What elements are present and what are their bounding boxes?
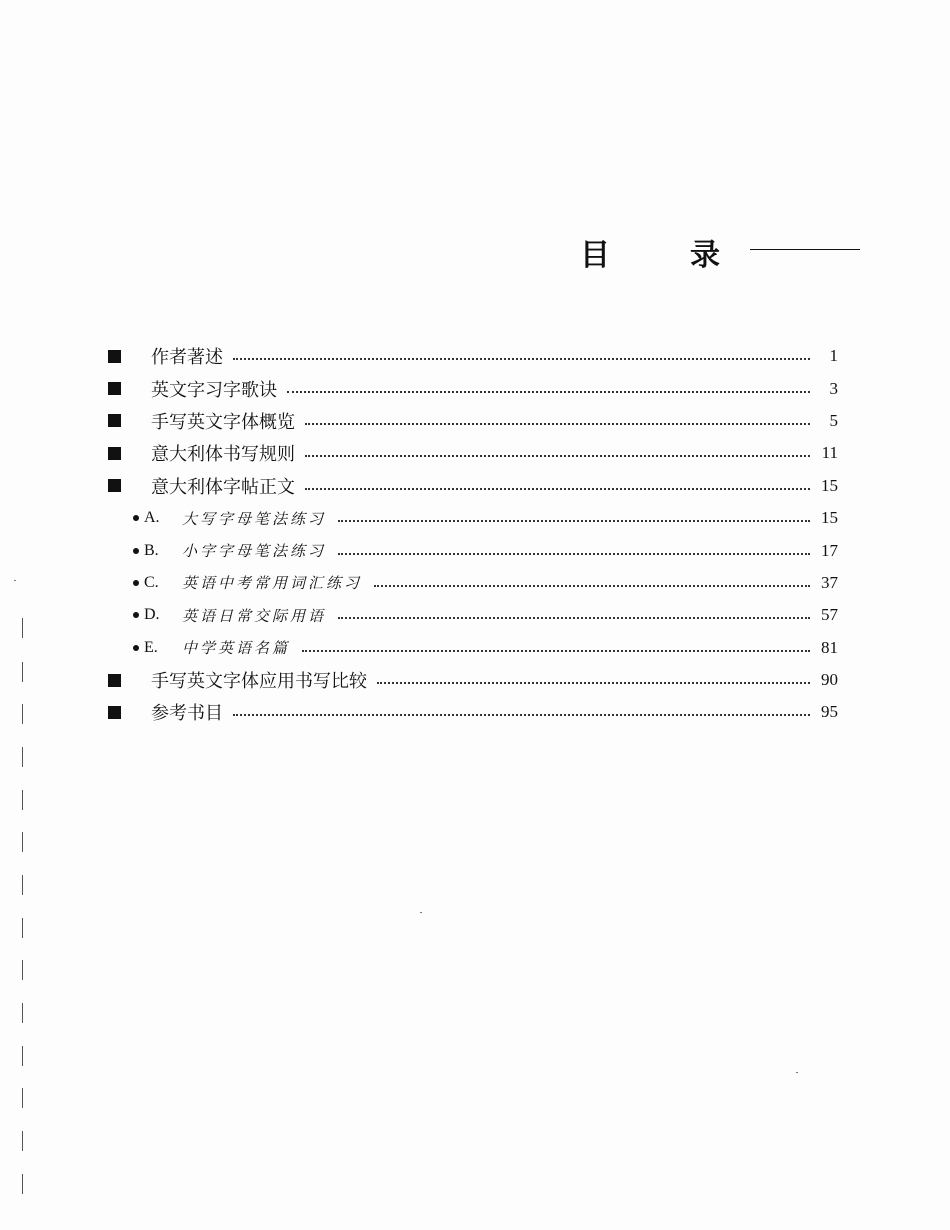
- scan-speck: [796, 1072, 798, 1073]
- dot-leader: [338, 617, 810, 619]
- toc-subentry-label: 英语日常交际用语: [182, 606, 327, 625]
- toc-subentry-page: 17: [821, 540, 838, 560]
- round-bullet-icon: [133, 645, 139, 651]
- dot-leader: [302, 650, 810, 652]
- toc-entry[interactable]: [108, 372, 838, 404]
- toc-subentry-label: 英语中考常用词汇练习: [182, 574, 363, 593]
- toc-entry-page: 95: [821, 702, 838, 722]
- toc-entry[interactable]: [108, 340, 838, 372]
- toc-entry-page: 11: [821, 443, 838, 463]
- dot-leader: [338, 553, 810, 555]
- toc-subentry-page: 37: [821, 572, 838, 592]
- toc-subentry-letter: E.: [144, 638, 158, 656]
- toc-entry-page: 3: [829, 378, 838, 398]
- toc-entry-page: 15: [821, 475, 838, 495]
- toc-entry-label: 英文字习字歌诀: [151, 379, 277, 401]
- dot-leader: [305, 488, 810, 490]
- title-rule: [750, 249, 860, 250]
- page-title: [570, 230, 870, 280]
- dot-leader: [233, 714, 810, 716]
- toc-subentry-letter: A.: [144, 509, 160, 527]
- toc-subentry-letter: C.: [144, 573, 159, 591]
- toc-subentry-label: 大写字母笔法练习: [182, 509, 327, 528]
- toc-entry[interactable]: [108, 405, 838, 437]
- square-bullet-icon: [108, 382, 121, 395]
- square-bullet-icon: [108, 447, 121, 460]
- title-char-2: 录: [690, 238, 720, 273]
- toc-entry-label: 意大利体字帖正文: [151, 476, 295, 498]
- square-bullet-icon: [108, 674, 121, 687]
- toc-subentry-letter: D.: [144, 606, 160, 624]
- toc-subentry-label: 中学英语名篇: [182, 639, 291, 658]
- round-bullet-icon: [133, 580, 139, 586]
- toc-entry-page: 5: [829, 410, 838, 430]
- square-bullet-icon: [108, 479, 121, 492]
- round-bullet-icon: [133, 612, 139, 618]
- toc-subentry-label: 小字字母笔法练习: [182, 542, 327, 561]
- toc-entry-label: 手写英文字体概览: [151, 411, 295, 433]
- toc-entry-label: 参考书目: [151, 703, 223, 725]
- scan-speck: [420, 912, 422, 913]
- table-of-contents: [108, 340, 838, 729]
- square-bullet-icon: [108, 350, 121, 363]
- title-char-1: 目: [580, 238, 610, 273]
- toc-entry-label: 手写英文字体应用书写比较: [151, 671, 367, 693]
- dot-leader: [377, 682, 810, 684]
- toc-subentry[interactable]: [108, 502, 838, 534]
- toc-entry-label: 意大利体书写规则: [151, 444, 295, 466]
- dot-leader: [305, 455, 810, 457]
- toc-entry[interactable]: [108, 664, 838, 696]
- dot-leader: [374, 585, 810, 587]
- dot-leader: [287, 391, 810, 393]
- square-bullet-icon: [108, 706, 121, 719]
- toc-subentry[interactable]: [108, 599, 838, 631]
- toc-entry-page: 1: [829, 346, 838, 366]
- toc-subentry-letter: B.: [144, 541, 159, 559]
- toc-subentry[interactable]: [108, 567, 838, 599]
- toc-entry-label: 作者著述: [151, 347, 223, 369]
- dot-leader: [233, 358, 810, 360]
- square-bullet-icon: [108, 414, 121, 427]
- round-bullet-icon: [133, 548, 139, 554]
- toc-entry-page: 90: [821, 670, 838, 690]
- dot-leader: [338, 520, 810, 522]
- scan-speck: [14, 580, 16, 581]
- scan-margin-marks: [22, 0, 32, 1230]
- toc-subentry[interactable]: [108, 632, 838, 664]
- dot-leader: [305, 423, 810, 425]
- toc-entry[interactable]: [108, 437, 838, 469]
- round-bullet-icon: [133, 515, 139, 521]
- toc-subentry-page: 57: [821, 605, 838, 625]
- toc-subentry[interactable]: [108, 534, 838, 566]
- toc-entry[interactable]: [108, 696, 838, 728]
- toc-entry[interactable]: [108, 470, 838, 502]
- toc-subentry-page: 81: [821, 637, 838, 657]
- toc-subentry-page: 15: [821, 508, 838, 528]
